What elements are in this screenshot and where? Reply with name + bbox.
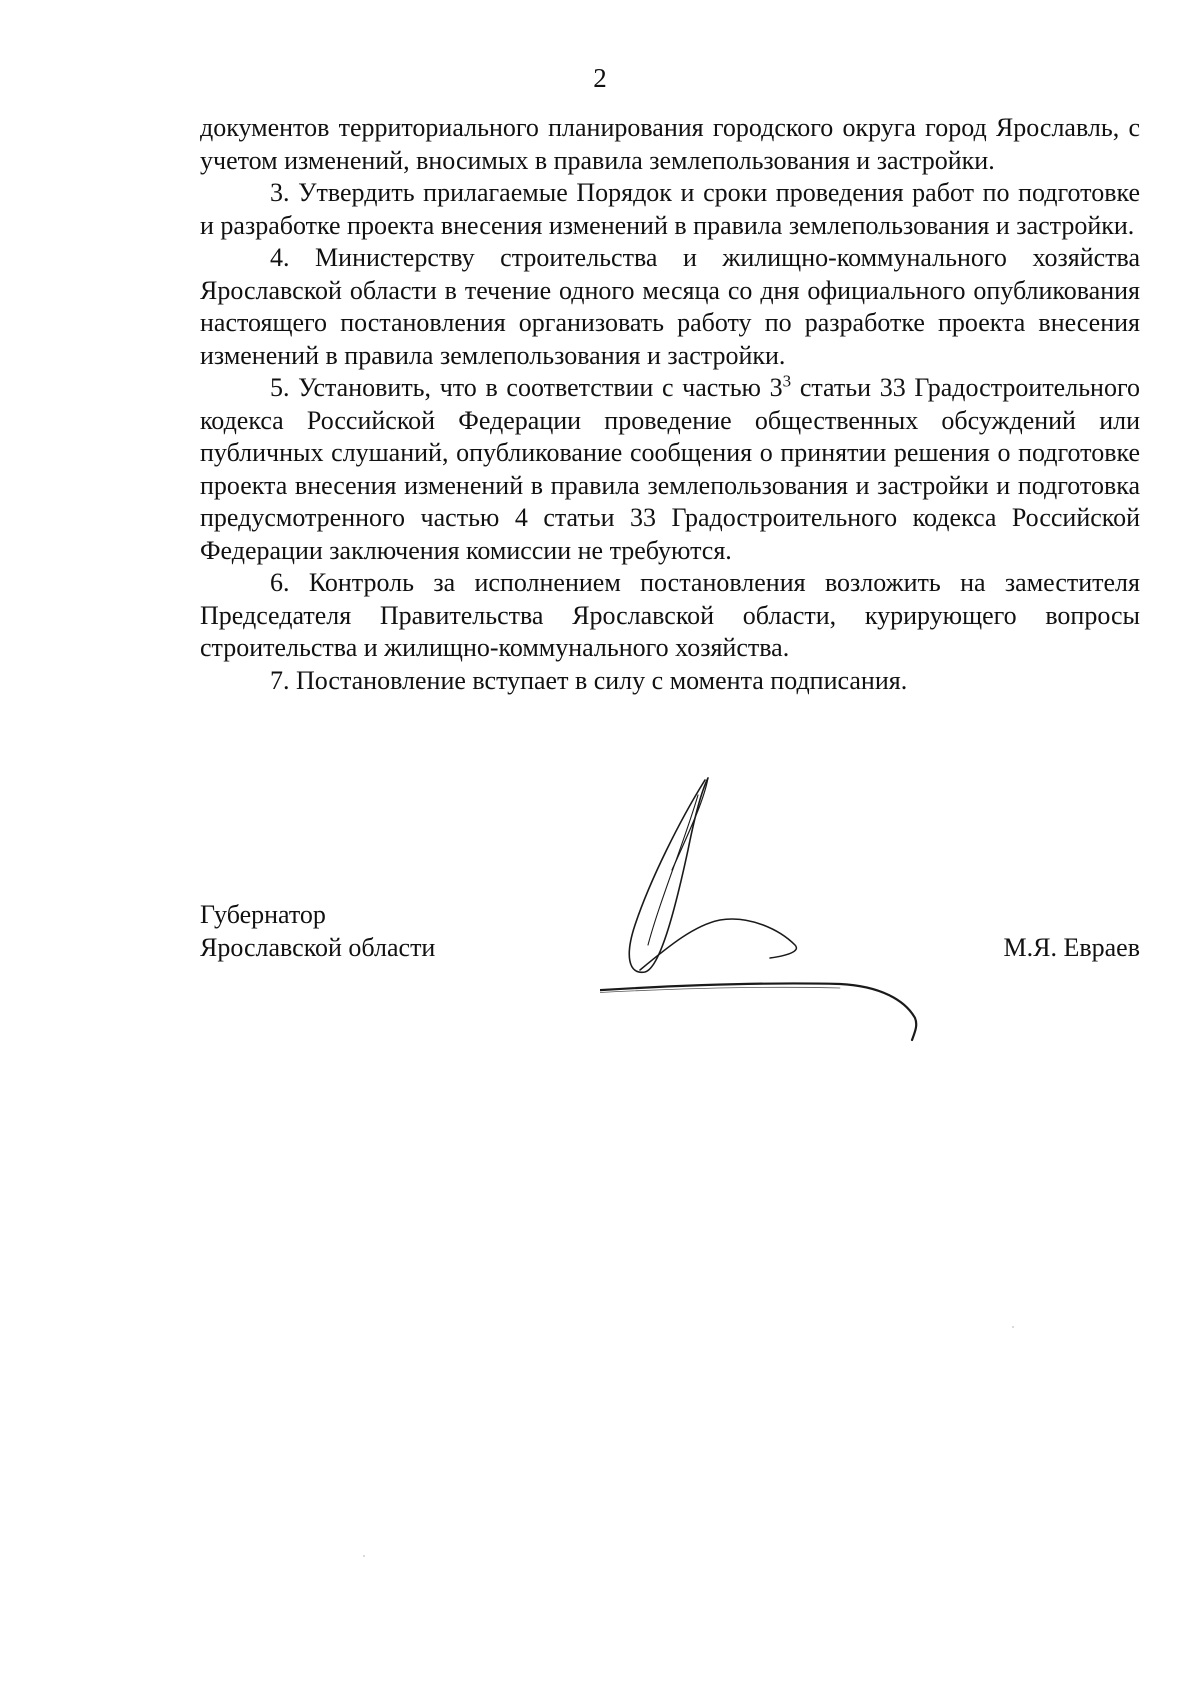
paragraph-5 — [200, 372, 1140, 567]
paragraph-3: 3. Утвердить прилагаемые Порядок и сроки проведения работ по подготовке и разработке проекта внесения изменений в правила землепользования и застройки. — [200, 178, 1140, 240]
document-body — [200, 112, 1140, 697]
paragraph-continuation: документов территориального планирования городского округа город Ярославль, с учетом изменений, вносимых в правила землепользования и застройки. — [200, 113, 1140, 175]
scan-speck — [1012, 1326, 1014, 1328]
page-number: 2 — [593, 63, 607, 93]
scan-speck — [363, 1555, 365, 1557]
paragraph-5-superscript: 3 — [782, 371, 792, 391]
signer-title: Губернатор — [200, 900, 326, 929]
paragraph-6: 6. Контроль за исполнением постановления возложить на заместителя Председателя Правительства Ярославской области, курирующего вопросы строительства и жилищно-коммунального хозяйства. — [200, 568, 1140, 662]
paragraph-5-rest: статьи 33 Градостроительного кодекса Российской Федерации проведение общественных обсуждений или публичных слушаний, опубликование сообщения о принятии решения о подготовке проекта внесения изменений в правила землепользования и застройки и подготовка предусмотренного частью 4 статьи 33 Градостроительного кодекса Российской Федерации заключения комиссии не требуются. — [200, 373, 1140, 565]
handwritten-signature — [600, 760, 1020, 1060]
signer-region: Ярославской области — [200, 933, 436, 962]
signer-position — [200, 898, 435, 964]
paragraph-7: 7. Постановление вступает в силу с момента подписания. — [270, 665, 908, 695]
paragraph-5-lead: 5. Установить, что в соответствии с частью 3 — [270, 373, 783, 402]
paragraph-4: 4. Министерству строительства и жилищно-коммунального хозяйства Ярославской области в течение одного месяца со дня официального опубликования настоящего постановления организовать работу по разработке проекта внесения изменений в правила землепользования и застройки. — [200, 243, 1140, 370]
signer-name: М.Я. Евраев — [1003, 933, 1140, 962]
